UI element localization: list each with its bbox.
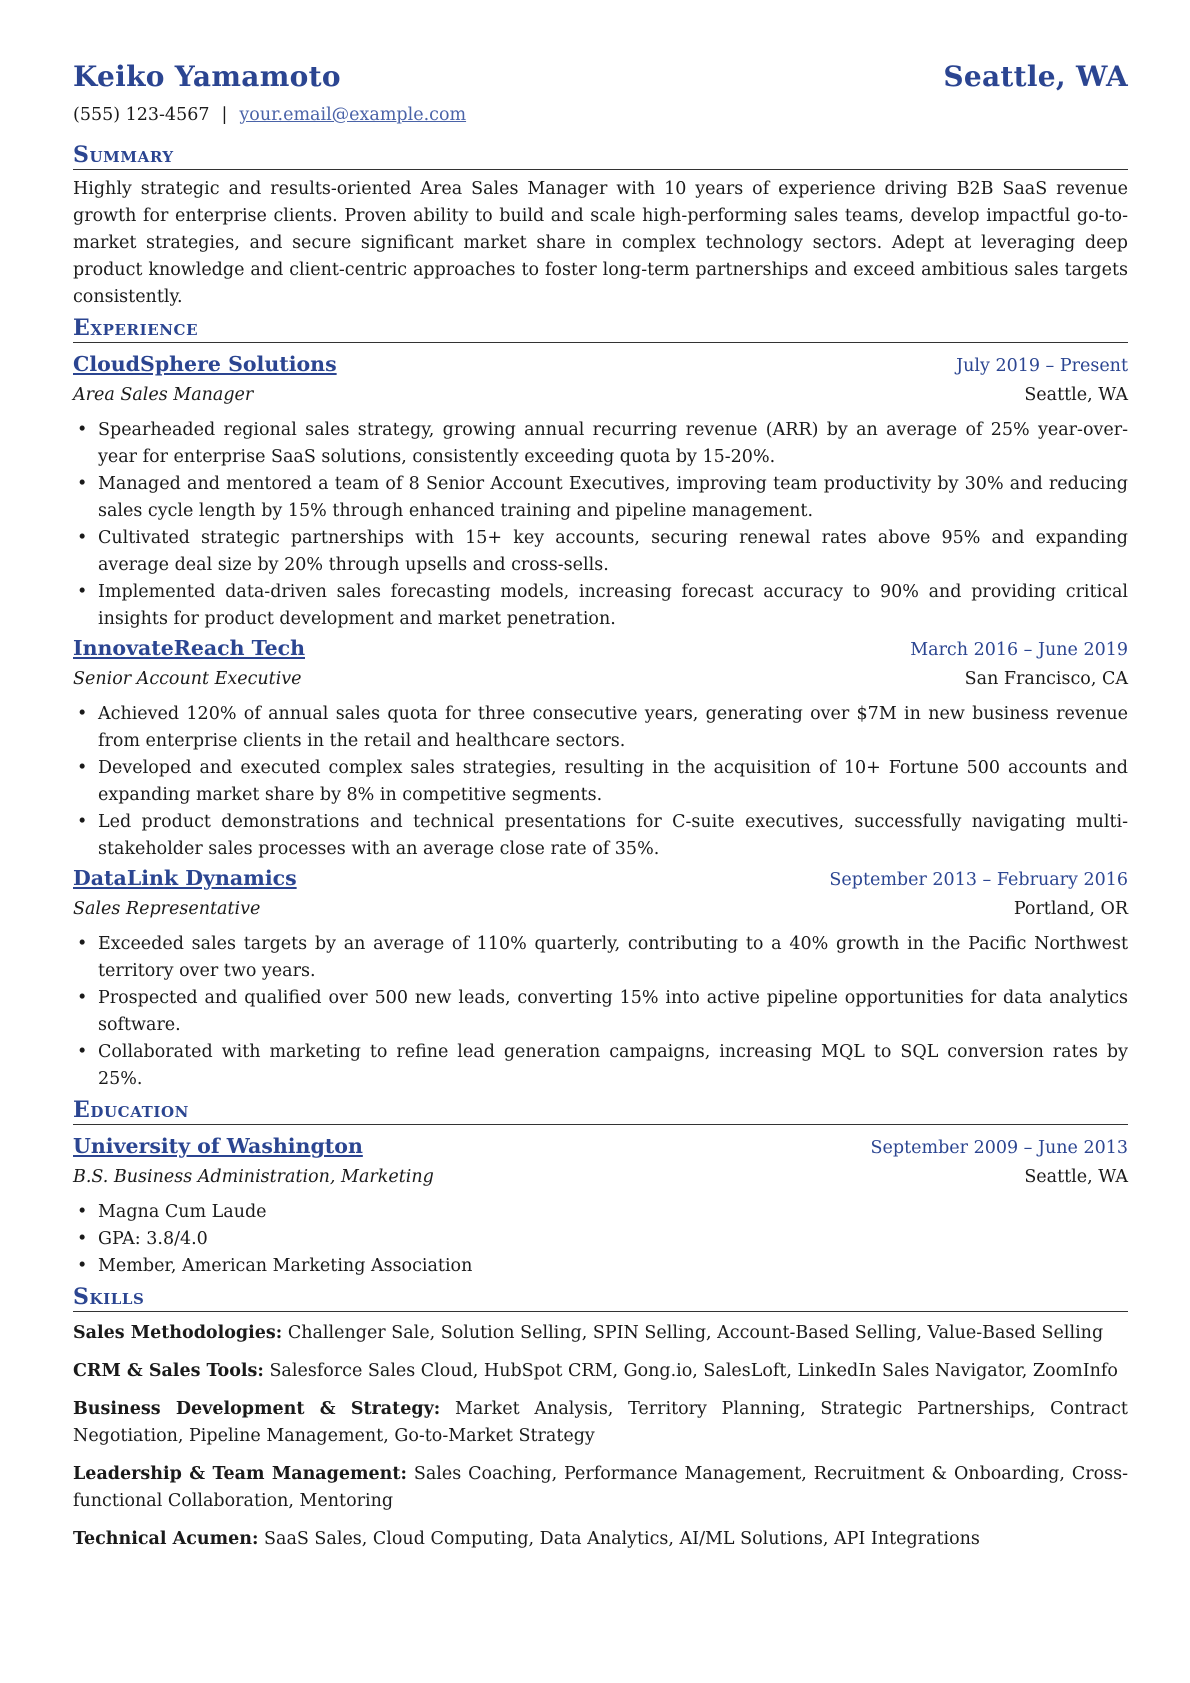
bullet-item bbox=[73, 471, 1128, 525]
bullet-text: Member, American Marketing Association bbox=[98, 1256, 473, 1276]
experience-entry bbox=[73, 863, 1128, 1093]
bullet-dot-icon: • bbox=[77, 1042, 88, 1062]
entry-header bbox=[73, 863, 1128, 895]
bullet-dot-icon: • bbox=[77, 704, 88, 724]
experience-entry bbox=[73, 349, 1128, 633]
bullet-item bbox=[73, 417, 1128, 471]
bullet-text: Spearheaded regional sales strategy, growing annual recurring revenue (ARR) by an average of 25% year-over-year for enterprise SaaS solutions, consistently exceeding quota by 15-20%. bbox=[98, 420, 1128, 467]
bullet-dot-icon: • bbox=[77, 758, 88, 778]
resume-page bbox=[73, 60, 1128, 1564]
contact-line bbox=[73, 105, 1128, 125]
entry-header bbox=[73, 1131, 1128, 1163]
entry-header bbox=[73, 633, 1128, 665]
bullet-dot-icon: • bbox=[77, 474, 88, 494]
skill-line bbox=[73, 1396, 1128, 1450]
section-title-skills: Skills bbox=[73, 1284, 1128, 1312]
entry-dates: July 2019 – Present bbox=[956, 356, 1128, 376]
bullet-item bbox=[73, 579, 1128, 633]
skill-label: Sales Methodologies: bbox=[73, 1323, 283, 1343]
skill-value: Challenger Sale, Solution Selling, SPIN Selling, Account-Based Selling, Value-Based Selling bbox=[287, 1323, 1104, 1343]
bullet-list bbox=[73, 1199, 1128, 1280]
candidate-name: Keiko Yamamoto bbox=[73, 60, 341, 93]
skills-list bbox=[73, 1320, 1128, 1553]
bullet-text: Magna Cum Laude bbox=[98, 1202, 267, 1222]
section-title-summary: Summary bbox=[73, 142, 1128, 170]
header bbox=[73, 60, 1128, 93]
skill-label: Leadership & Team Management: bbox=[73, 1464, 407, 1484]
entry-role: Area Sales Manager bbox=[73, 385, 254, 405]
bullet-text: Implemented data-driven sales forecasting models, increasing forecast accuracy to 90% and providing critical insights for product development and market penetration. bbox=[98, 582, 1128, 629]
entry-location: Seattle, WA bbox=[1024, 385, 1128, 405]
bullet-item bbox=[73, 1226, 1128, 1253]
bullet-list bbox=[73, 417, 1128, 633]
bullet-text: Led product demonstrations and technical presentations for C-suite executives, successfully navigating multi-stakeholder sales processes with an average close rate of 35%. bbox=[98, 812, 1128, 859]
bullet-dot-icon: • bbox=[77, 420, 88, 440]
organization-link[interactable]: InnovateReach Tech bbox=[73, 636, 305, 660]
section-title-experience: Experience bbox=[73, 315, 1128, 343]
entry-location: Seattle, WA bbox=[1024, 1167, 1128, 1187]
entry-dates: September 2009 – June 2013 bbox=[870, 1138, 1128, 1158]
bullet-dot-icon: • bbox=[77, 582, 88, 602]
bullet-dot-icon: • bbox=[77, 812, 88, 832]
organization-link[interactable]: CloudSphere Solutions bbox=[73, 352, 337, 376]
bullet-item bbox=[73, 755, 1128, 809]
bullet-list bbox=[73, 931, 1128, 1093]
skill-label: CRM & Sales Tools: bbox=[73, 1361, 264, 1381]
bullet-dot-icon: • bbox=[77, 988, 88, 1008]
phone-number: (555) 123-4567 bbox=[73, 105, 210, 125]
education-list bbox=[73, 1131, 1128, 1280]
skill-value: Market Analysis, Territory Planning, Strategic Partnerships, Contract Negotiation, Pipeline Management, Go-to-Market Strategy bbox=[73, 1399, 1128, 1446]
skill-line bbox=[73, 1358, 1128, 1385]
skill-line bbox=[73, 1320, 1128, 1347]
skill-line bbox=[73, 1526, 1128, 1553]
entry-header bbox=[73, 349, 1128, 381]
bullet-item bbox=[73, 1253, 1128, 1280]
entry-subheader bbox=[73, 381, 1128, 409]
bullet-text: Prospected and qualified over 500 new leads, converting 15% into active pipeline opportunities for data analytics software. bbox=[98, 988, 1128, 1035]
contact-separator: | bbox=[221, 105, 228, 125]
bullet-text: Developed and executed complex sales strategies, resulting in the acquisition of 10+ Fortune 500 accounts and expanding market share by 8% in competitive segments. bbox=[98, 758, 1128, 805]
email-link[interactable]: your.email@example.com bbox=[239, 105, 467, 125]
entry-dates: September 2013 – February 2016 bbox=[829, 870, 1128, 890]
skill-value: SaaS Sales, Cloud Computing, Data Analytics, AI/ML Solutions, API Integrations bbox=[264, 1529, 980, 1549]
bullet-text: Cultivated strategic partnerships with 15+ key accounts, securing renewal rates above 95% and expanding average deal size by 20% through upsells and cross-sells. bbox=[98, 528, 1128, 575]
bullet-text: GPA: 3.8/4.0 bbox=[98, 1229, 208, 1249]
bullet-dot-icon: • bbox=[77, 1229, 88, 1249]
bullet-dot-icon: • bbox=[77, 1256, 88, 1276]
bullet-item bbox=[73, 809, 1128, 863]
skill-label: Technical Acumen: bbox=[73, 1529, 259, 1549]
experience-entry bbox=[73, 633, 1128, 863]
skill-line bbox=[73, 1461, 1128, 1515]
entry-location: San Francisco, CA bbox=[964, 669, 1128, 689]
bullet-text: Managed and mentored a team of 8 Senior Account Executives, improving team productivity by 30% and reducing sales cycle length by 15% through enhanced training and pipeline management. bbox=[98, 474, 1128, 521]
bullet-item bbox=[73, 701, 1128, 755]
bullet-text: Achieved 120% of annual sales quota for three consecutive years, generating over $7M in new business revenue from enterprise clients in the retail and healthcare sectors. bbox=[98, 704, 1128, 751]
bullet-dot-icon: • bbox=[77, 528, 88, 548]
summary-text: Highly strategic and results-oriented Area Sales Manager with 10 years of experience driving B2B SaaS revenue growth for enterprise clients. Proven ability to build and scale high-performing sales teams, develop impactful go-to-market strategies, and secure significant market share in complex technology sectors. Adept at leveraging deep product knowledge and client-centric approaches to foster long-term partnerships and exceed ambitious sales targets consistently. bbox=[73, 179, 1128, 307]
experience-list bbox=[73, 349, 1128, 1093]
education-entry bbox=[73, 1131, 1128, 1280]
organization-link[interactable]: University of Washington bbox=[73, 1134, 363, 1158]
entry-subheader bbox=[73, 895, 1128, 923]
bullet-text: Exceeded sales targets by an average of 110% quarterly, contributing to a 40% growth in the Pacific Northwest territory over two years. bbox=[98, 934, 1128, 981]
skill-value: Sales Coaching, Performance Management, Recruitment & Onboarding, Cross-functional Collaboration, Mentoring bbox=[73, 1464, 1128, 1511]
entry-role: Senior Account Executive bbox=[73, 669, 302, 689]
bullet-text: Collaborated with marketing to refine lead generation campaigns, increasing MQL to SQL conversion rates by 25%. bbox=[98, 1042, 1128, 1089]
bullet-item bbox=[73, 525, 1128, 579]
entry-subheader bbox=[73, 665, 1128, 693]
entry-location: Portland, OR bbox=[1013, 899, 1128, 919]
bullet-item bbox=[73, 1199, 1128, 1226]
entry-role: B.S. Business Administration, Marketing bbox=[73, 1167, 434, 1187]
bullet-item bbox=[73, 931, 1128, 985]
bullet-dot-icon: • bbox=[77, 1202, 88, 1222]
entry-role: Sales Representative bbox=[73, 899, 261, 919]
section-title-education: Education bbox=[73, 1097, 1128, 1125]
skill-value: Salesforce Sales Cloud, HubSpot CRM, Gong.io, SalesLoft, LinkedIn Sales Navigator, ZoomInfo bbox=[269, 1361, 1118, 1381]
bullet-dot-icon: • bbox=[77, 934, 88, 954]
organization-link[interactable]: DataLink Dynamics bbox=[73, 866, 297, 890]
entry-dates: March 2016 – June 2019 bbox=[910, 640, 1128, 660]
bullet-list bbox=[73, 701, 1128, 863]
candidate-city: Seattle, WA bbox=[943, 60, 1128, 93]
skill-label: Business Development & Strategy: bbox=[73, 1399, 441, 1419]
bullet-item bbox=[73, 1039, 1128, 1093]
entry-subheader bbox=[73, 1163, 1128, 1191]
bullet-item bbox=[73, 985, 1128, 1039]
